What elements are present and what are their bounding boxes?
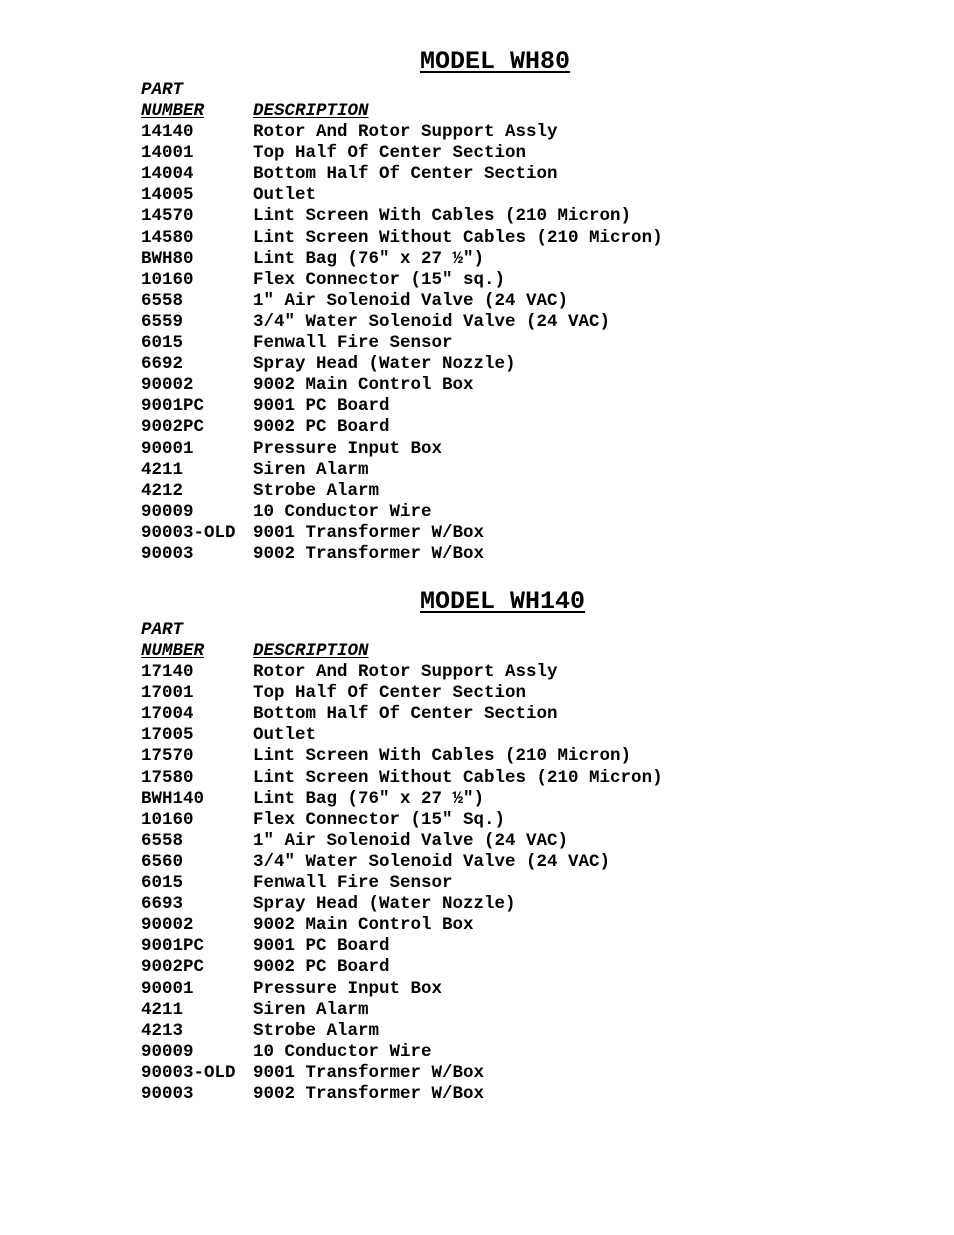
part-description: Bottom Half Of Center Section bbox=[253, 704, 558, 725]
part-number: 4211 bbox=[141, 459, 184, 480]
part-description: Top Half Of Center Section bbox=[253, 143, 527, 164]
section-title: MODEL WH80 bbox=[420, 47, 571, 76]
part-number: 9002PC bbox=[141, 957, 205, 978]
part-description: 9002 PC Board bbox=[253, 417, 390, 438]
part-number-header-line1: PART bbox=[141, 80, 184, 100]
part-number: 17570 bbox=[141, 746, 194, 767]
part-description: 9002 Transformer W/Box bbox=[253, 1084, 485, 1104]
part-number: 90003 bbox=[141, 544, 194, 564]
part-description: 3/4" Water Solenoid Valve (24 VAC) bbox=[253, 311, 611, 332]
part-number: 10160 bbox=[141, 809, 194, 830]
part-description: Outlet bbox=[253, 725, 317, 746]
part-number: 14570 bbox=[141, 206, 194, 227]
part-number: 90003-OLD bbox=[141, 1062, 236, 1083]
part-description: 10 Conductor Wire bbox=[253, 501, 432, 522]
part-description: Fenwall Fire Sensor bbox=[253, 333, 453, 353]
part-number-header-line1: PART bbox=[141, 620, 184, 640]
part-description: 9001 PC Board bbox=[253, 936, 390, 957]
part-number: 6692 bbox=[141, 354, 184, 375]
part-number: 6560 bbox=[141, 851, 184, 872]
part-description: Bottom Half Of Center Section bbox=[253, 164, 558, 185]
part-number-header-line2: NUMBER bbox=[141, 641, 205, 661]
part-number: 14004 bbox=[141, 164, 194, 185]
part-number: 90003 bbox=[141, 1084, 194, 1104]
part-description: Strobe Alarm bbox=[253, 1020, 380, 1041]
part-number: 6559 bbox=[141, 311, 184, 332]
part-number: 4211 bbox=[141, 999, 184, 1020]
part-description: Siren Alarm bbox=[253, 999, 369, 1020]
part-description: 1″ Air Solenoid Valve (24 VAC) bbox=[253, 830, 569, 851]
part-number: 90002 bbox=[141, 375, 194, 396]
part-description: 9002 PC Board bbox=[253, 957, 390, 978]
part-description: Top Half Of Center Section bbox=[253, 683, 527, 704]
part-number: 14005 bbox=[141, 185, 194, 206]
part-number: 6015 bbox=[141, 873, 184, 893]
part-description: Strobe Alarm bbox=[253, 480, 380, 501]
part-number: BWH80 bbox=[141, 248, 194, 269]
part-number: 90002 bbox=[141, 915, 194, 936]
part-number: 17580 bbox=[141, 767, 194, 788]
part-number: 14580 bbox=[141, 227, 194, 248]
part-number: 14001 bbox=[141, 143, 194, 164]
part-description: Fenwall Fire Sensor bbox=[253, 873, 453, 893]
part-number: 6558 bbox=[141, 830, 184, 851]
part-number: 4212 bbox=[141, 480, 184, 501]
part-description: 9001 PC Board bbox=[253, 396, 390, 417]
part-description: Pressure Input Box bbox=[253, 438, 443, 459]
part-description: 9002 Transformer W/Box bbox=[253, 544, 485, 564]
section-title: MODEL WH140 bbox=[420, 587, 586, 616]
part-number: 14140 bbox=[141, 122, 194, 142]
part-description: Lint Screen With Cables (210 Micron) bbox=[253, 746, 632, 767]
part-description: 9002 Main Control Box bbox=[253, 915, 474, 936]
part-number: 90001 bbox=[141, 978, 194, 999]
part-description: Outlet bbox=[253, 185, 317, 206]
part-description: Lint Bag (76″ x 27 ½″) bbox=[253, 788, 485, 809]
part-number: 90009 bbox=[141, 501, 194, 522]
part-description: Lint Screen With Cables (210 Micron) bbox=[253, 206, 632, 227]
part-number: 17140 bbox=[141, 662, 194, 682]
part-number: 9002PC bbox=[141, 417, 205, 438]
part-description: Flex Connector (15″ Sq.) bbox=[253, 809, 506, 830]
part-number: 90001 bbox=[141, 438, 194, 459]
part-number-header-line2: NUMBER bbox=[141, 101, 205, 121]
part-number: 6558 bbox=[141, 290, 184, 311]
part-description: Lint Screen Without Cables (210 Micron) bbox=[253, 227, 663, 248]
part-description: Pressure Input Box bbox=[253, 978, 443, 999]
part-description: 1″ Air Solenoid Valve (24 VAC) bbox=[253, 290, 569, 311]
part-number: 10160 bbox=[141, 269, 194, 290]
part-description: Siren Alarm bbox=[253, 459, 369, 480]
part-number: 17001 bbox=[141, 683, 194, 704]
part-number: 4213 bbox=[141, 1020, 184, 1041]
part-description: 9001 Transformer W/Box bbox=[253, 522, 485, 543]
part-description: Lint Bag (76″ x 27 ½″) bbox=[253, 248, 485, 269]
description-header: DESCRIPTION bbox=[253, 641, 369, 661]
part-description: Lint Screen Without Cables (210 Micron) bbox=[253, 767, 663, 788]
part-number: BWH140 bbox=[141, 788, 205, 809]
part-description: Rotor And Rotor Support Assly bbox=[253, 662, 558, 682]
part-number: 90009 bbox=[141, 1041, 194, 1062]
part-description: 3/4" Water Solenoid Valve (24 VAC) bbox=[253, 851, 611, 872]
part-description: Rotor And Rotor Support Assly bbox=[253, 122, 558, 142]
part-number: 9001PC bbox=[141, 396, 205, 417]
part-number: 17005 bbox=[141, 725, 194, 746]
part-number: 90003-OLD bbox=[141, 522, 236, 543]
part-description: Spray Head (Water Nozzle) bbox=[253, 894, 516, 915]
part-description: Spray Head (Water Nozzle) bbox=[253, 354, 516, 375]
part-description: 9002 Main Control Box bbox=[253, 375, 474, 396]
part-description: 9001 Transformer W/Box bbox=[253, 1062, 485, 1083]
part-number: 9001PC bbox=[141, 936, 205, 957]
description-header: DESCRIPTION bbox=[253, 101, 369, 121]
part-description: Flex Connector (15″ sq.) bbox=[253, 269, 506, 290]
part-description: 10 Conductor Wire bbox=[253, 1041, 432, 1062]
part-number: 17004 bbox=[141, 704, 194, 725]
part-number: 6693 bbox=[141, 894, 184, 915]
part-number: 6015 bbox=[141, 333, 184, 353]
